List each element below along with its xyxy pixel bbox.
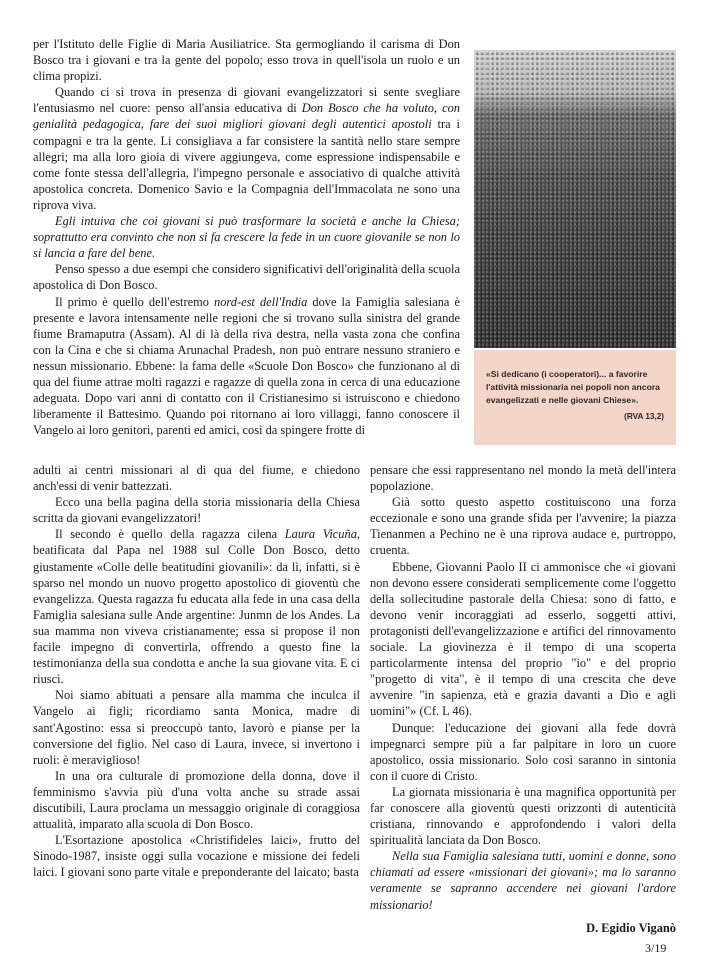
top-text-column xyxy=(33,36,460,438)
text-run: Quando ci si trova in presenza di giovani evangelizzatori si sente svegliare l'entusiasmo nel cuore: penso all'ansia educativa di xyxy=(33,85,460,116)
paragraph: Ecco una bella pagina della storia missionaria della Chiesa scritta da giovani evangelizzatori! xyxy=(33,495,360,526)
left-text-column xyxy=(33,462,360,880)
italic-text-run: nord-est dell'India xyxy=(214,294,308,309)
paragraph xyxy=(33,294,460,439)
text-run: , beatificata dal Papa nel 1988 sul Colle Don Bosco, detto giustamente «Colle delle beatitudini giovanili»: da lì, infatti, si è sparso nel mondo un nuovo progetto apostolico di gioventù che evangelizza. Questa ragazza fu educata alla fede in una casa della Famiglia salesiana sulle Ande argentine: Junmn de los Andes. La sua mamma non viveva cristianamente; essa si propose il non facile impegno di convertirla, offrendo a questo fine la testimonianza della sua condotta e anche la sua giovane vita. E ci riuscì. xyxy=(33,527,360,687)
paragraph: Ebbene, Giovanni Paolo II ci ammonisce che «i giovani non devono essere considerati semplicemente come l'oggetto della sollecitudine pastorale della Chiesa: sono di fatto, e devono venir incoraggiati ad esserlo, soggetti attivi, protagonisti dell'evangelizzazione e artifici del rinnovamento sociale. La giovinezza è il tempo di una scoperta particolarmente intensa del proprio "io" e del proprio "progetto di vita", è il tempo di una crescita che deve avvenire "in sapienza, età e grazia davanti a Dio e agli uomini"» (Cf. L 46). xyxy=(370,559,676,719)
author-signature: D. Egidio Viganò xyxy=(586,920,676,935)
paragraph xyxy=(33,526,360,687)
paragraph: L'Esortazione apostolica «Christifideles laici», frutto del Sinodo-1987, insiste oggi sulla vocazione e missione dei fedeli laici. I giovani sono parte vitale e preponderante del laicato; basta xyxy=(33,833,360,880)
paragraph: In una ora culturale di promozione della donna, dove il femminismo s'avvia più d'una volta anche su strade assai discutibili, Laura proclama un messaggio originale di coraggiosa attualità, imparato alla scuola di Don Bosco. xyxy=(33,768,360,832)
crowd-photo xyxy=(474,50,676,348)
text-run: Il primo è quello dell'estremo xyxy=(55,294,215,309)
paragraph: Già sotto questo aspetto costituiscono una forza eccezionale e sono una grande sfida per l'avvenire; la piazza Tienanmen a Pechino ne è una riprova audace e, purtroppo, cruenta. xyxy=(370,495,676,558)
text-run: dove la Famiglia salesiana è presente e lavora intensamente nelle regioni che si trovano sulla sinistra del grande fiume Bramaputra (Assam). Al di là della riva destra, nella vasta zona che confina con la Cina e che si chiama Arunachal Pradesh, non può entrare nessuno straniero e nessun missionario. Ebbene: la fama delle «Scuole Don Bosco» che funzionano al di qua del fiume attrae molti ragazzi e ragazze di quella zona in cerca di una educazione adeguata. Dopo vari anni di contatto con il Cristianesimo si istruiscono e chiedono liberamente il Battesimo. Quando poi ritornano ai loro villaggi, fanno conoscere il Vangelo ai loro genitori, parenti ed amici, così da spingere frotte di xyxy=(33,294,460,438)
paragraph: Noi siamo abituati a pensare alla mamma che inculca il Vangelo ai figli; ricordiamo santa Monica, madre di sant'Agostino: essa si preoccupò tanto, lavorò e pianse per la conversione del figlio. Nel caso di Laura, invece, si invertono i ruoli: è meraviglioso! xyxy=(33,688,360,767)
italic-paragraph: Egli intuiva che coi giovani si può trasformare la società e anche la Chiesa; soprattutto era convinto che non si fa crescere la fede in un cuore giovanile se non lo si lancia a fare del bene. xyxy=(33,214,460,261)
paragraph: adulti ai centri missionari al di qua del fiume, e chiedono anch'essi di venir battezzati. xyxy=(33,463,360,494)
italic-text-run: Laura Vicuña xyxy=(284,527,357,542)
italic-text-run: Don Bosco che ha voluto, con genialità pedagogica, fare dei suoi migliori giovani degli autentici apostoli xyxy=(33,101,461,132)
right-text-column xyxy=(370,462,676,936)
paragraph: per l'Istituto delle Figlie di Maria Ausiliatrice. Sta germogliando il carisma di Don Bosco tra i giovani e tra la gente del popolo; esso trova in quell'isola un ruolo e un clima propizi. xyxy=(33,37,460,84)
caption-quote: «Si dedicano (i cooperatori)... a favorire l'attività missionaria nei popoli non ancora evangelizzati e nelle giovani Chiese». xyxy=(486,369,660,405)
paragraph: La giornata missionaria è una magnifica opportunità per far conoscere alla gioventù questi orizzonti di autenticità cristiana, rinnovando e approfondendo i valori della spiritualità lanciata da Don Bosco. xyxy=(370,784,676,848)
italic-paragraph: Nella sua Famiglia salesiana tutti, uomini e donne, sono chiamati ad essere «missionari dei giovani»; ma lo saranno veramente se sapranno accendere nei giovani l'ardore missionario! xyxy=(370,849,676,912)
photo-caption-box xyxy=(474,350,676,445)
text-run: tra i compagni e tra la gente. Li consigliava a far consistere la santità nello stare sempre allegri; ma alla loro gioia di vivere aggiungeva, come espressione indispensabile e come fonte stessa dell'allegria, l'impegno personale e associativo di qualche attività apostolica concreta. Domenico Savio e la Compagnia dell'Immacolata ne sono una riprova viva. xyxy=(33,117,460,212)
paragraph xyxy=(33,84,460,213)
page-number: 3/19 xyxy=(645,941,667,955)
text-run: Il secondo è quello della ragazza cilena xyxy=(55,527,285,542)
paragraph: Penso spesso a due esempi che considero significativi dell'originalità della scuola apostolica di Don Bosco. xyxy=(33,262,460,293)
paragraph: pensare che essi rappresentano nel mondo la metà dell'intera popolazione. xyxy=(370,463,676,494)
paragraph: Dunque: l'educazione dei giovani alla fede dovrà impegnarci sempre più a far palpitare in loro un cuore apostolico, ossia missionario. Solo così saranno in sintonia con il cuore di Cristo. xyxy=(370,720,676,783)
caption-reference: (RVA 13,2) xyxy=(624,412,664,422)
